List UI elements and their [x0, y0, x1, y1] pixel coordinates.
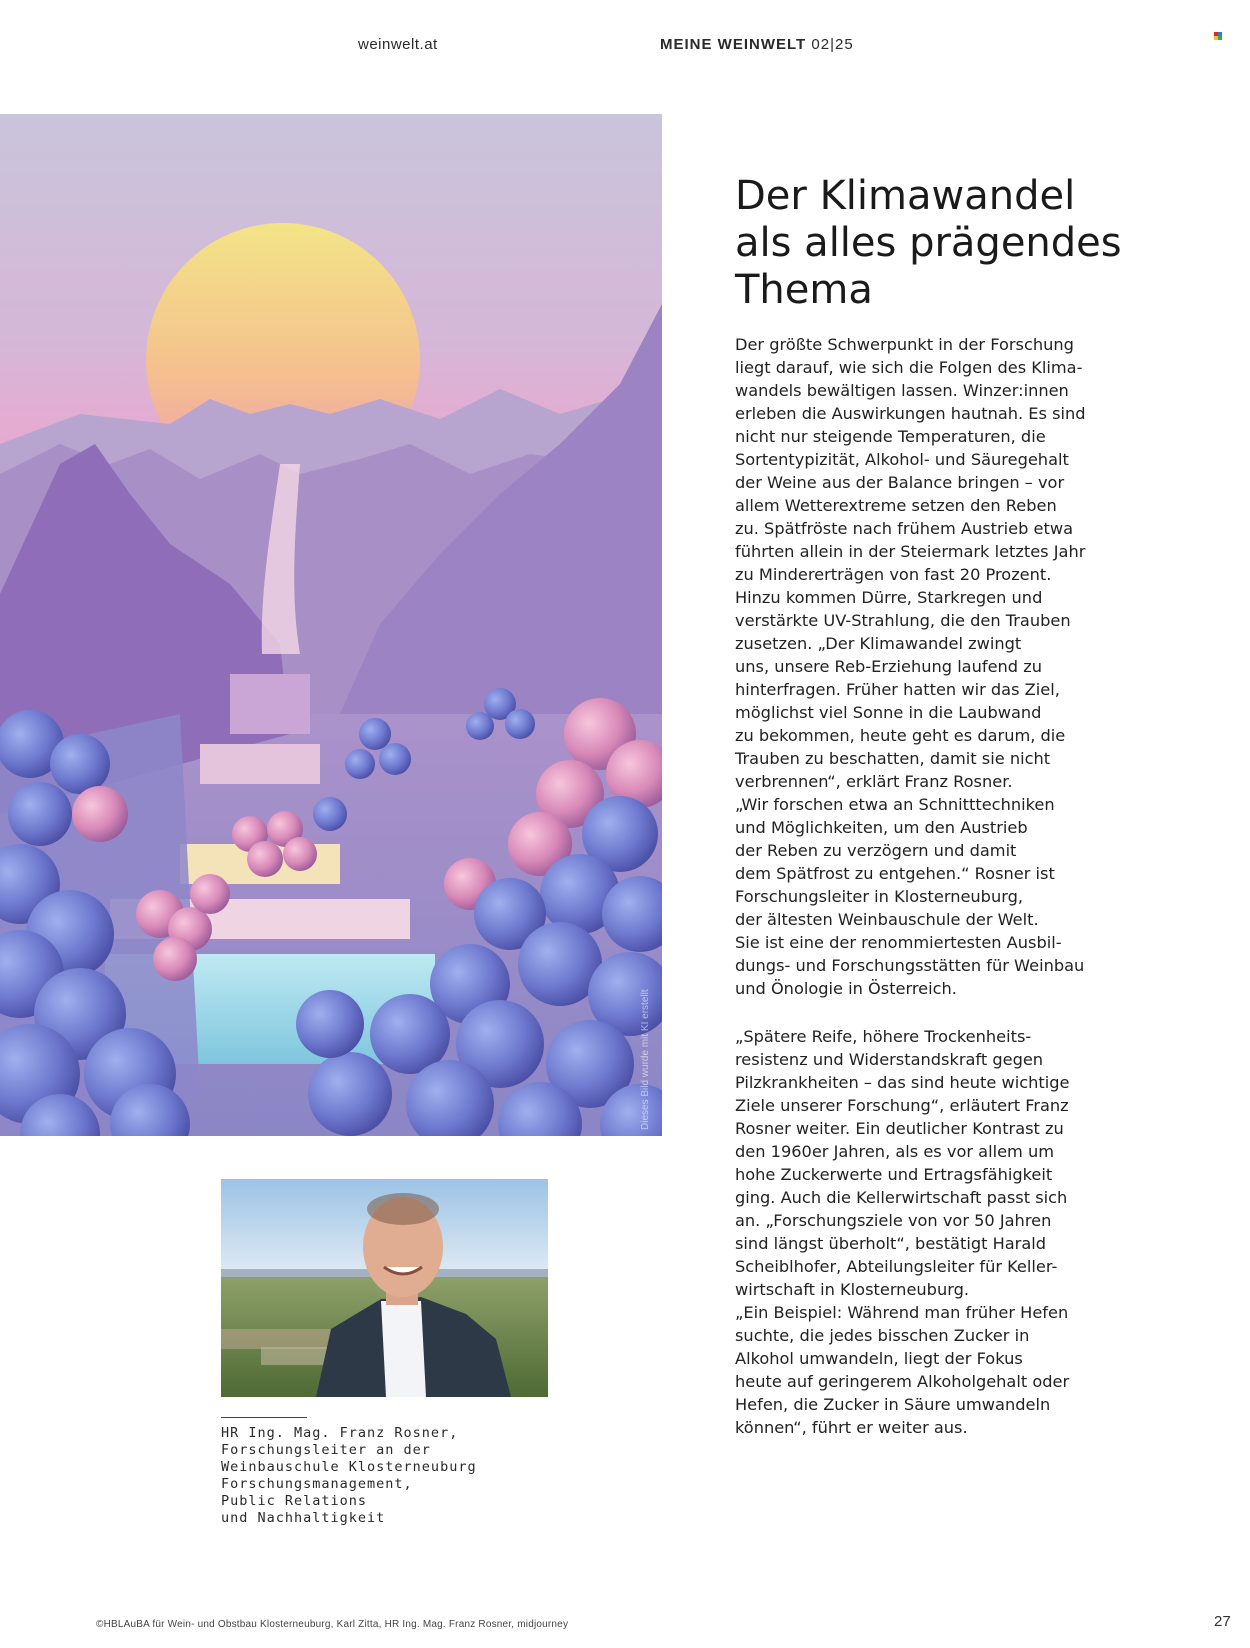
text-line: wirtschaft in Klosterneuburg.: [735, 1280, 969, 1299]
text-line: verstärkte UV-Strahlung, die den Trauben: [735, 611, 1071, 630]
text-line: suchte, die jedes bisschen Zucker in: [735, 1326, 1030, 1345]
article-title: [735, 173, 1205, 314]
text-line: führten allein in der Steiermark letztes Jahr: [735, 542, 1086, 561]
text-line: Scheiblhofer, Abteilungsleiter für Keller-: [735, 1257, 1058, 1276]
text-line: „Ein Beispiel: Während man früher Hefen: [735, 1303, 1069, 1322]
caption-line: Forschungsmanagement,: [221, 1476, 413, 1492]
text-line: zu Mindererträgen von fast 20 Prozent.: [735, 565, 1052, 584]
text-line: Hinzu kommen Dürre, Starkregen und: [735, 588, 1043, 607]
text-line: Ziele unserer Forschung“, erläutert Franz: [735, 1096, 1069, 1115]
text-line: uns, unsere Reb-Erziehung laufend zu: [735, 657, 1042, 676]
caption-line: Forschungsleiter an der: [221, 1442, 431, 1458]
portrait-caption: [221, 1425, 477, 1527]
caption-line: HR Ing. Mag. Franz Rosner,: [221, 1425, 459, 1441]
text-line: allem Wetterextreme setzen den Reben: [735, 496, 1057, 515]
text-line: wandels bewältigen lassen. Winzer:innen: [735, 381, 1069, 400]
text-line: zusetzen. „Der Klimawandel zwingt: [735, 634, 1022, 653]
text-line: zu. Spätfröste nach frühem Austrieb etwa: [735, 519, 1073, 538]
hero-image: [0, 114, 662, 1136]
text-line: der Reben zu verzögern und damit: [735, 841, 1017, 860]
issue-number: 02|25: [811, 36, 854, 53]
text-line: „Spätere Reife, höhere Trockenheits-: [735, 1027, 1032, 1046]
color-registration-mark: [1214, 32, 1222, 40]
article-paragraph-1: [735, 333, 1085, 1000]
text-line: sind längst überholt“, bestätigt Harald: [735, 1234, 1047, 1253]
text-line: heute auf geringerem Alkoholgehalt oder: [735, 1372, 1070, 1391]
caption-divider: [221, 1417, 307, 1418]
text-line: möglichst viel Sonne in die Laubwand: [735, 703, 1042, 722]
text-line: Alkohol umwandeln, liegt der Fokus: [735, 1349, 1023, 1368]
text-line: Hefen, die Zucker in Säure umwandeln: [735, 1395, 1051, 1414]
text-line: liegt darauf, wie sich die Folgen des Klima-: [735, 358, 1083, 377]
site-url: weinwelt.at: [358, 36, 438, 53]
title-line: Thema: [735, 267, 873, 313]
caption-line: und Nachhaltigkeit: [221, 1510, 386, 1526]
caption-line: Weinbauschule Klosterneuburg: [221, 1459, 477, 1475]
text-line: dungs- und Forschungsstätten für Weinbau: [735, 956, 1085, 975]
text-line: „Wir forschen etwa an Schnitttechniken: [735, 795, 1055, 814]
text-line: erleben die Auswirkungen hautnah. Es sind: [735, 404, 1086, 423]
text-line: Trauben zu beschatten, damit sie nicht: [735, 749, 1051, 768]
text-line: Sie ist eine der renommiertesten Ausbil-: [735, 933, 1062, 952]
text-line: an. „Forschungsziele von vor 50 Jahren: [735, 1211, 1052, 1230]
text-line: Rosner weiter. Ein deutlicher Kontrast zu: [735, 1119, 1064, 1138]
text-line: Forschungsleiter in Klosterneuburg,: [735, 887, 1024, 906]
magazine-name: MEINE WEINWELT: [660, 36, 807, 53]
text-line: den 1960er Jahren, als es vor allem um: [735, 1142, 1054, 1161]
title-line: Der Klimawandel: [735, 173, 1076, 219]
text-line: können“, führt er weiter aus.: [735, 1418, 968, 1437]
text-line: ging. Auch die Kellerwirtschaft passt sich: [735, 1188, 1068, 1207]
text-line: nicht nur steigende Temperaturen, die: [735, 427, 1046, 446]
portrait-photo: [221, 1179, 548, 1397]
text-line: resistenz und Widerstandskraft gegen: [735, 1050, 1044, 1069]
caption-line: Public Relations: [221, 1493, 368, 1509]
text-line: Sortentypizität, Alkohol- und Säuregehalt: [735, 450, 1069, 469]
text-line: Der größte Schwerpunkt in der Forschung: [735, 335, 1074, 354]
text-line: und Önologie in Österreich.: [735, 979, 957, 998]
magazine-issue: [660, 36, 854, 53]
text-line: und Möglichkeiten, um den Austrieb: [735, 818, 1028, 837]
text-line: der ältesten Weinbauschule der Welt.: [735, 910, 1039, 929]
title-line: als alles prägendes: [735, 220, 1122, 266]
ai-image-credit: Dieses Bild wurde mit KI erstellt: [640, 989, 651, 1130]
text-line: der Weine aus der Balance bringen – vor: [735, 473, 1065, 492]
text-line: Pilzkrankheiten – das sind heute wichtige: [735, 1073, 1070, 1092]
text-line: verbrennen“, erklärt Franz Rosner.: [735, 772, 1013, 791]
photo-credits: ©HBLAuBA für Wein- und Obstbau Klosterneuburg, Karl Zitta, HR Ing. Mag. Franz Rosner, midjourney: [96, 1619, 569, 1630]
text-line: dem Spätfrost zu entgehen.“ Rosner ist: [735, 864, 1055, 883]
text-line: zu bekommen, heute geht es darum, die: [735, 726, 1066, 745]
text-line: hinterfragen. Früher hatten wir das Ziel,: [735, 680, 1060, 699]
article-paragraph-2: [735, 1025, 1085, 1439]
page-number: 27: [1214, 1613, 1231, 1630]
text-line: hohe Zuckerwerte und Ertragsfähigkeit: [735, 1165, 1053, 1184]
